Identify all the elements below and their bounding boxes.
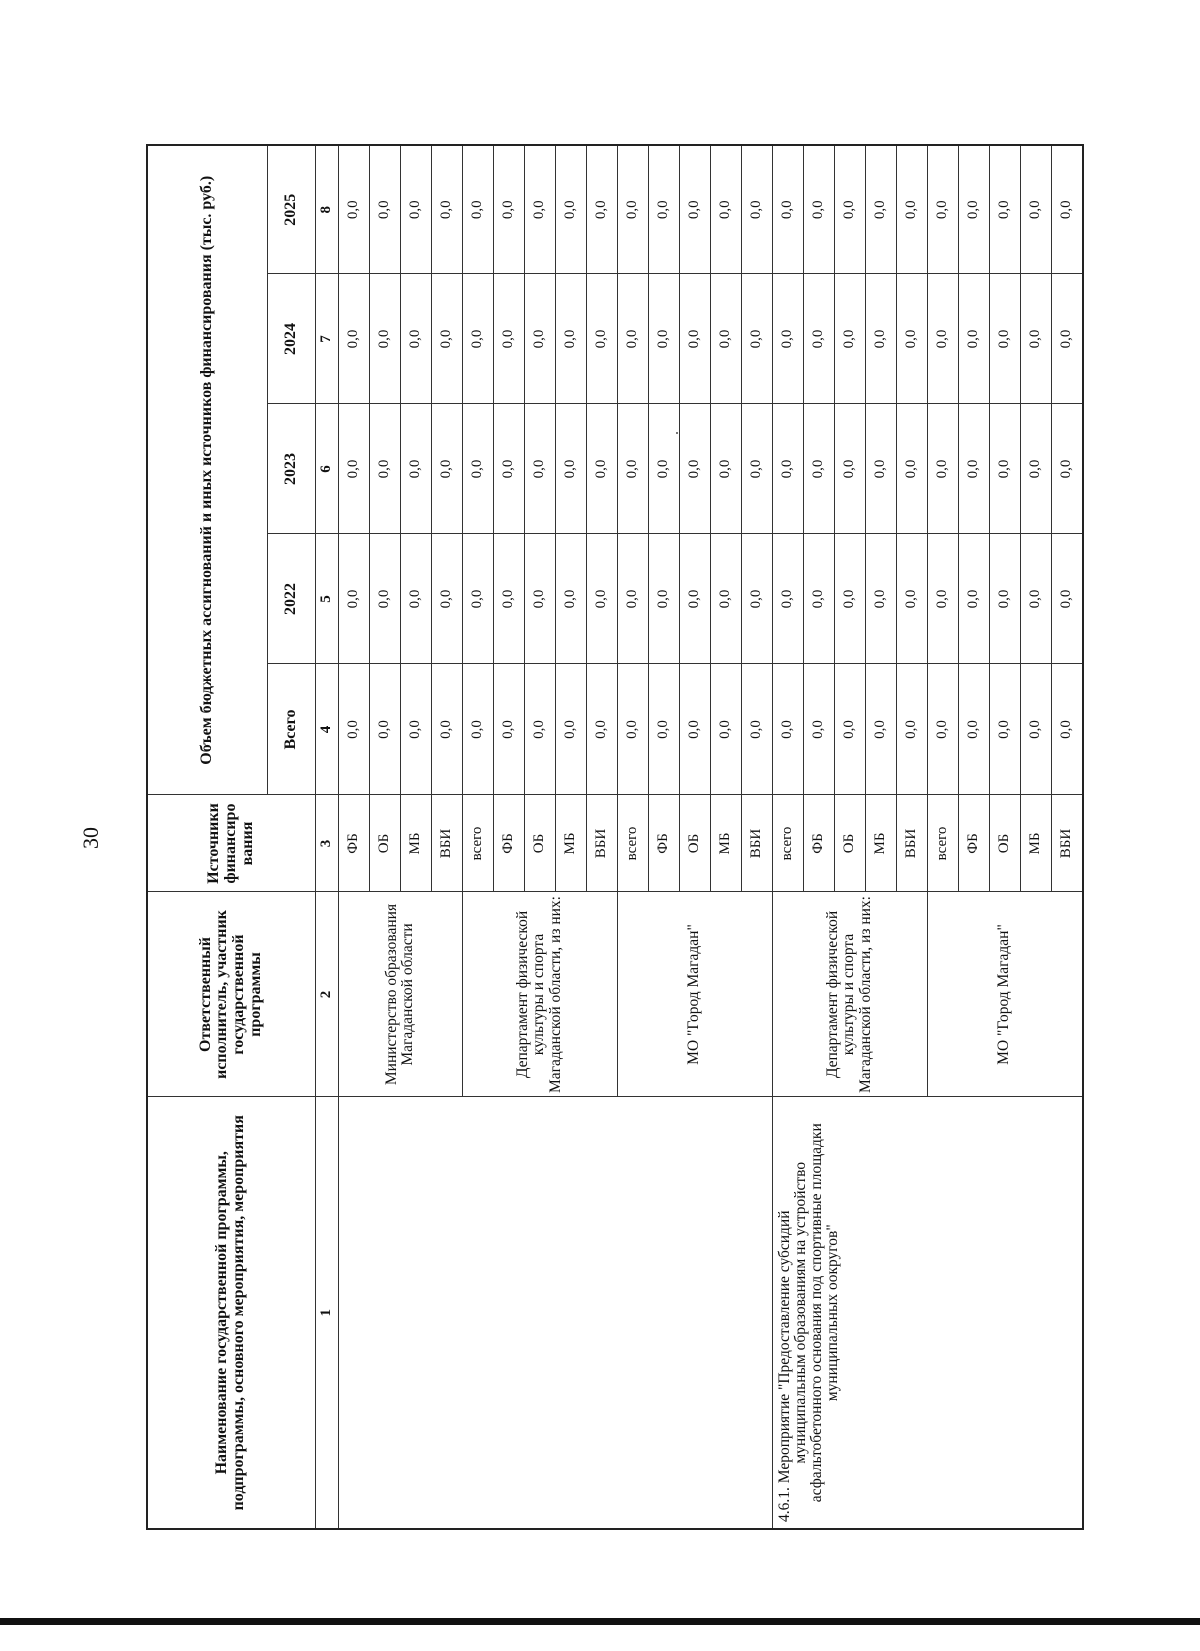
header-funding-source: Источники финансиро вания [147,795,315,892]
amount-cell: 0,0 [1020,404,1051,534]
amount-cell: 0,0 [462,274,493,404]
amount-cell: 0,0 [741,274,772,404]
amount-cell: 0,0 [648,404,679,534]
rotated-landscape-page [72,88,1074,1588]
funding-source-cell: ВБИ [896,795,927,892]
amount-cell: 0,0 [617,274,648,404]
program-name-line: муниципальных оокругов" [824,1224,842,1402]
amount-cell: 0,0 [586,664,617,795]
funding-source-cell: МБ [400,795,431,892]
amount-cell: 0,0 [710,404,741,534]
financing-table [146,144,1084,1530]
amount-cell: 0,0 [586,404,617,534]
amount-cell: 0,0 [958,404,989,534]
amount-cell: 0,0 [617,404,648,534]
table-row [338,145,369,1529]
amount-cell: 0,0 [369,274,400,404]
amount-cell: 0,0 [741,534,772,664]
amount-cell: 0,0 [772,274,803,404]
amount-cell: 0,0 [555,404,586,534]
amount-cell: 0,0 [865,534,896,664]
amount-cell: 0,0 [834,145,865,274]
amount-cell: 0,0 [989,274,1020,404]
funding-source-cell: ФБ [493,795,524,892]
funding-source-cell: ФБ [338,795,369,892]
funding-source-cell: всего [772,795,803,892]
amount-cell: 0,0 [803,664,834,795]
table-row [772,145,803,1529]
amount-cell: 0,0 [710,145,741,274]
amount-cell: 0,0 [803,534,834,664]
column-number: 6 [315,404,338,534]
amount-cell: 0,0 [369,664,400,795]
amount-cell: 0,0 [431,404,462,534]
amount-cell: 0,0 [896,274,927,404]
executor-cell: Департамент физической культуры и спорта Магаданской области, из них: [772,892,927,1097]
column-number: 5 [315,534,338,664]
amount-cell: 0,0 [989,404,1020,534]
amount-cell: 0,0 [865,404,896,534]
amount-cell: 0,0 [958,534,989,664]
amount-cell: 0,0 [1020,274,1051,404]
amount-cell: 0,0 [555,664,586,795]
amount-cell: 0,0 [1051,145,1083,274]
funding-source-cell: всего [927,795,958,892]
funding-source-cell: МБ [1020,795,1051,892]
amount-cell: 0,0 [1051,664,1083,795]
column-numbers-row [315,145,338,1529]
column-number: 1 [315,1097,338,1529]
amount-cell: 0,0 [524,404,555,534]
funding-source-cell: ФБ [803,795,834,892]
amount-cell: 0,0 [338,404,369,534]
column-number: 3 [315,795,338,892]
amount-cell: 0,0 [710,274,741,404]
amount-cell: 0,0 [679,404,710,534]
funding-source-cell: ОБ [989,795,1020,892]
funding-source-cell: ВБИ [431,795,462,892]
funding-source-cell: всего [617,795,648,892]
executor-cell: Министерство образования Магаданской области [338,892,462,1097]
amount-cell: 0,0 [834,534,865,664]
program-name-cell [338,1097,772,1529]
amount-cell: 0,0 [462,534,493,664]
amount-cell: 0,0 [865,145,896,274]
amount-cell: 0,0 [896,664,927,795]
amount-cell: 0,0 [958,145,989,274]
amount-cell: 0,0 [1020,145,1051,274]
amount-cell: 0,0 [741,145,772,274]
amount-cell: 0,0 [400,534,431,664]
header-budget-volume: Объем бюджетных ассигнований и иных источников финансирования (тыс. руб.) [147,145,267,795]
funding-source-cell: ФБ [958,795,989,892]
amount-cell: 0,0 [555,534,586,664]
amount-cell: 0,0 [834,404,865,534]
amount-cell: 0,0 [493,274,524,404]
executor-cell: Департамент физической культуры и спорта Магаданской области, из них: [462,892,617,1097]
amount-cell: 0,0 [927,404,958,534]
amount-cell: 0,0 [1051,404,1083,534]
amount-cell: 0,0 [431,274,462,404]
amount-cell: 0,0 [462,404,493,534]
amount-cell: 0,0 [369,145,400,274]
amount-cell: 0,0 [772,664,803,795]
funding-source-cell: ФБ [648,795,679,892]
amount-cell: 0,0 [1020,534,1051,664]
amount-cell: 0,0 [586,534,617,664]
funding-source-cell: ВБИ [741,795,772,892]
amount-cell: 0,0 [927,664,958,795]
scan-speck [676,432,678,434]
funding-source-cell: ВБИ [1051,795,1083,892]
header-year: 2022 [267,534,315,664]
amount-cell: 0,0 [834,664,865,795]
table-body [315,145,1083,1529]
amount-cell: 0,0 [1051,534,1083,664]
amount-cell: 0,0 [493,664,524,795]
amount-cell: 0,0 [989,664,1020,795]
amount-cell: 0,0 [524,274,555,404]
amount-cell: 0,0 [431,664,462,795]
amount-cell: 0,0 [803,404,834,534]
header-year: 2025 [267,145,315,274]
amount-cell: 0,0 [524,664,555,795]
amount-cell: 0,0 [958,274,989,404]
amount-cell: 0,0 [834,274,865,404]
amount-cell: 0,0 [400,145,431,274]
amount-cell: 0,0 [493,534,524,664]
amount-cell: 0,0 [648,534,679,664]
funding-source-cell: ОБ [369,795,400,892]
amount-cell: 0,0 [1051,274,1083,404]
amount-cell: 0,0 [431,145,462,274]
amount-cell: 0,0 [648,274,679,404]
program-name-line: 4.6.1. Мероприятие "Предоставление субсидий [775,1210,793,1522]
amount-cell: 0,0 [338,534,369,664]
amount-cell: 0,0 [555,145,586,274]
amount-cell: 0,0 [338,664,369,795]
amount-cell: 0,0 [524,145,555,274]
amount-cell: 0,0 [896,404,927,534]
column-number: 2 [315,892,338,1097]
amount-cell: 0,0 [617,145,648,274]
amount-cell: 0,0 [772,145,803,274]
amount-cell: 0,0 [462,664,493,795]
amount-cell: 0,0 [958,664,989,795]
program-name-line: асфальтобетонного основания под спортивные площадки [808,1123,826,1503]
amount-cell: 0,0 [865,664,896,795]
amount-cell: 0,0 [617,534,648,664]
amount-cell: 0,0 [586,274,617,404]
amount-cell: 0,0 [741,404,772,534]
amount-cell: 0,0 [803,145,834,274]
amount-cell: 0,0 [617,664,648,795]
amount-cell: 0,0 [400,274,431,404]
funding-source-cell: ОБ [679,795,710,892]
amount-cell: 0,0 [648,145,679,274]
amount-cell: 0,0 [710,534,741,664]
header-program-name: Наименование государственной программы, подпрограммы, основного мероприятия, мероприятия [147,1097,315,1529]
column-number: 7 [315,274,338,404]
amount-cell: 0,0 [1020,664,1051,795]
amount-cell: 0,0 [896,145,927,274]
funding-source-cell: МБ [710,795,741,892]
funding-source-cell: ОБ [524,795,555,892]
amount-cell: 0,0 [338,145,369,274]
amount-cell: 0,0 [493,145,524,274]
amount-cell: 0,0 [679,274,710,404]
executor-cell: МО "Город Магадан" [927,892,1083,1097]
amount-cell: 0,0 [679,145,710,274]
amount-cell: 0,0 [555,274,586,404]
amount-cell: 0,0 [400,664,431,795]
amount-cell: 0,0 [493,404,524,534]
page-number: 30 [78,827,103,849]
column-number: 4 [315,664,338,795]
amount-cell: 0,0 [679,534,710,664]
amount-cell: 0,0 [741,664,772,795]
funding-source-cell: ОБ [834,795,865,892]
amount-cell: 0,0 [989,534,1020,664]
amount-cell: 0,0 [338,274,369,404]
program-name-line: муниципальным образованиям на устройство [791,1161,809,1464]
column-number: 8 [315,145,338,274]
amount-cell: 0,0 [927,274,958,404]
funding-source-cell: всего [462,795,493,892]
amount-cell: 0,0 [927,145,958,274]
amount-cell: 0,0 [927,534,958,664]
executor-cell: МО "Город Магадан" [617,892,772,1097]
funding-source-cell: ВБИ [586,795,617,892]
funding-source-cell: МБ [555,795,586,892]
amount-cell: 0,0 [586,145,617,274]
amount-cell: 0,0 [462,145,493,274]
amount-cell: 0,0 [710,664,741,795]
amount-cell: 0,0 [648,664,679,795]
amount-cell: 0,0 [772,404,803,534]
amount-cell: 0,0 [431,534,462,664]
amount-cell: 0,0 [896,534,927,664]
amount-cell: 0,0 [369,534,400,664]
scan-bottom-edge [0,1618,1200,1625]
funding-source-cell: МБ [865,795,896,892]
amount-cell: 0,0 [772,534,803,664]
amount-cell: 0,0 [400,404,431,534]
program-name-cell [772,1097,1083,1529]
header-year: 2023 [267,404,315,534]
amount-cell: 0,0 [369,404,400,534]
table-header [147,145,315,1529]
header-executor: Ответственный исполнитель, участник государственной программы [147,892,315,1097]
amount-cell: 0,0 [679,664,710,795]
header-total: Всего [267,664,315,795]
header-year: 2024 [267,274,315,404]
amount-cell: 0,0 [989,145,1020,274]
amount-cell: 0,0 [865,274,896,404]
amount-cell: 0,0 [524,534,555,664]
amount-cell: 0,0 [803,274,834,404]
